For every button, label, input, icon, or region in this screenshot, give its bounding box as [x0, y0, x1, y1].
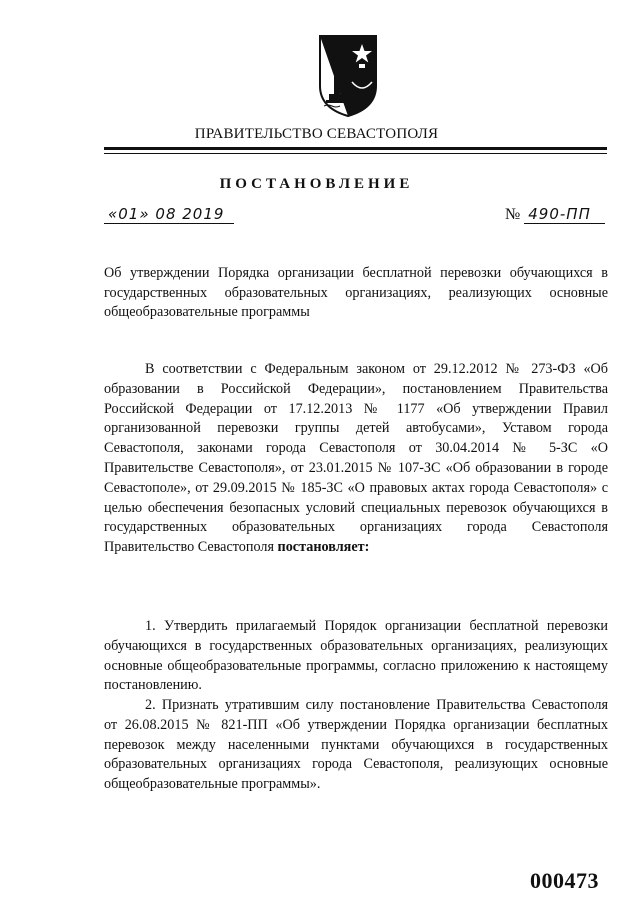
document-number [505, 205, 605, 224]
resolution-item-1: 1. Утвердить прилагаемый Порядок организации бесплатной перевозки обучающихся в государственных образовательных организациях, реализующих основные общеобразовательные программы, согласно приложению к настоящему постановлению. [104, 618, 608, 694]
government-name: ПРАВИТЕЛЬСТВО СЕВАСТОПОЛЯ [194, 126, 439, 142]
number-handwritten: 490-ПП [524, 205, 605, 224]
document-type-title: ПОСТАНОВЛЕНИЕ [219, 176, 414, 192]
resolution-item-2: 2. Признать утратившим силу постановление Правительства Севастополя от 26.08.2015 № 821-ПП «Об утверждении Порядка организации бесплатных перевозок между населенными пунктами обучающихся в государственных образовательных организациях города Севастополя, реализующих основные общеобразовательные программы». [104, 697, 608, 793]
serial-number: 000473 [530, 868, 599, 893]
preamble-text: В соответствии с Федеральным законом от 29.12.2012 № 273-ФЗ «Об образовании в Российской Федерации», постановлением Правительства Российской Федерации от 17.12.2013 № 1177 «Об утверждении Правил организованной перевозки группы детей автобусами», Уставом города Севастополя, законами города Севастополя от 30.04.2014 № 5-ЗС «О Правительстве Севастополя», от 23.01.2015 № 107-ЗС «Об образовании в городе Севастополе», от 29.09.2015 № 185-ЗС «О правовых актах города Севастополя» с целью обеспечения безопасных условий специальных перевозок обучающихся в государственных образовательных организациях города Севастополя Правительство Севастополя [104, 361, 608, 556]
preamble-paragraph [104, 360, 608, 558]
preamble-emphasis: постановляет: [277, 539, 370, 556]
coat-of-arms-icon [318, 34, 378, 118]
header-thick-rule [104, 147, 607, 150]
number-sign: № [505, 206, 521, 223]
header-thin-rule [104, 153, 607, 154]
document-date [104, 205, 234, 224]
document-subject: Об утверждении Порядка организации бесплатной перевозки обучающихся в государственных образовательных организациях, реализующих основные общеобразовательные программы [104, 265, 608, 320]
date-handwritten: «01» 08 2019 [104, 205, 234, 224]
